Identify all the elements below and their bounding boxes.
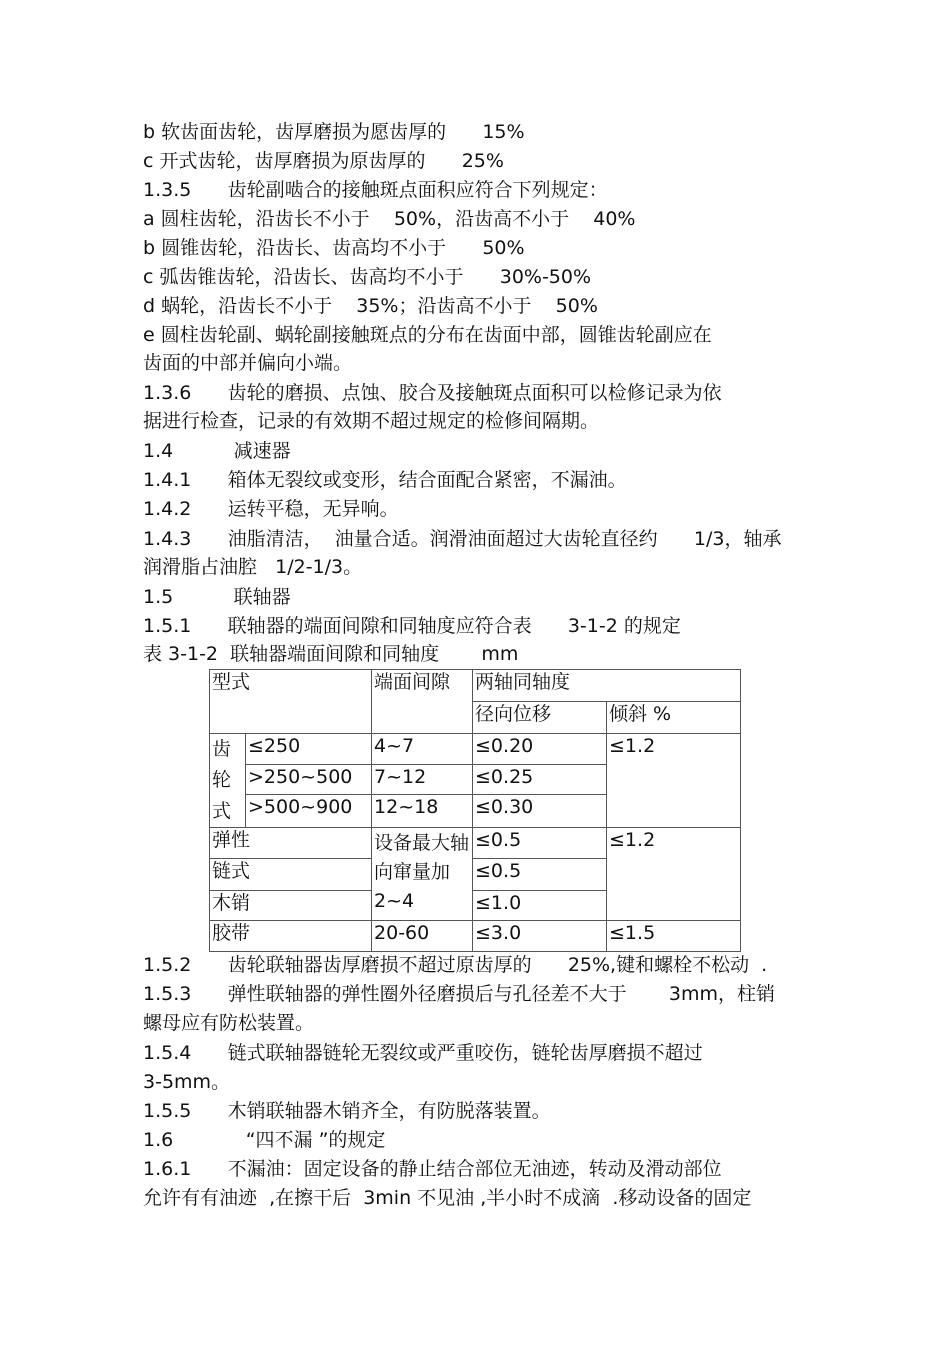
gear-gap-cell: 4~7	[372, 734, 473, 765]
section-heading: 1.4.2 运转平稳，无异响。	[143, 498, 399, 520]
coupling-table	[209, 669, 741, 952]
belt-type-cell: 胶带	[210, 921, 372, 952]
gear-size-cell: ≤250	[246, 734, 372, 765]
text-line: b 软齿面齿轮，齿厚磨损为愿齿厚的 15%	[143, 121, 525, 143]
gear-gap-cell: 12~18	[372, 795, 473, 828]
chain-type-cell: 链式	[210, 859, 372, 891]
section-heading: 1.5 联轴器	[143, 586, 291, 608]
section-heading: 1.4.1 箱体无裂纹或变形，结合面配合紧密，不漏油。	[143, 469, 627, 491]
gear-size-cell: >500~900	[246, 795, 372, 828]
section-heading: 1.6 “四不漏 ”的规定	[143, 1129, 386, 1151]
table-caption: 表 3-1-2 联轴器端面间隙和同轴度 mm	[143, 643, 519, 665]
elastic-type-cell: 弹性	[210, 828, 372, 859]
section-heading: 1.5.5 木销联轴器木销齐全，有防脱落装置。	[143, 1100, 551, 1122]
belt-radial-cell: ≤3.0	[473, 921, 607, 952]
section-heading: 1.4 减速器	[143, 440, 291, 462]
belt-gap-cell: 20-60	[372, 921, 473, 952]
header-radial-offset: 径向位移	[473, 702, 607, 734]
chain-radial-cell: ≤0.5	[473, 859, 607, 891]
section-heading: 1.5.3 弹性联轴器的弹性圈外径磨损后与孔径差不大于 3mm，柱销	[143, 983, 775, 1005]
header-type: 型式	[210, 670, 372, 734]
header-coaxiality: 两轴同轴度	[473, 670, 741, 702]
section-heading: 1.5.2 齿轮联轴器齿厚磨损不超过原齿厚的 25%,键和螺栓不松动 .	[143, 954, 768, 976]
text-line: a 圆柱齿轮，沿齿长不小于 50%，沿齿高不小于 40%	[143, 208, 636, 230]
text-line: 齿面的中部并偏向小端。	[143, 352, 353, 374]
text-line: c 弧齿锥齿轮，沿齿长、齿高均不小于 30%-50%	[143, 266, 592, 288]
text-line: c 开式齿轮，齿厚磨损为原齿厚的 25%	[143, 150, 504, 172]
header-tilt: 倾斜 %	[607, 702, 741, 734]
header-end-gap: 端面间隙	[372, 670, 473, 734]
gear-size-cell: >250~500	[246, 764, 372, 795]
section-heading: 1.6.1 不漏油：固定设备的静止结合部位无油迹，转动及滑动部位	[143, 1158, 722, 1180]
text-line: 3-5mm。	[143, 1071, 231, 1093]
section-heading: 1.5.4 链式联轴器链轮无裂纹或严重咬伤，链轮齿厚磨损不超过	[143, 1042, 703, 1064]
gear-tilt-cell: ≤1.2	[607, 734, 741, 828]
axial-play-cell: 设备最大轴向窜量加 2~4	[372, 828, 473, 921]
section-heading: 1.5.1 联轴器的端面间隙和同轴度应符合表 3-1-2 的规定	[143, 615, 681, 637]
gear-radial-cell: ≤0.30	[473, 795, 607, 828]
text-line: e 圆柱齿轮副、蜗轮副接触斑点的分布在齿面中部，圆锥齿轮副应在	[143, 324, 712, 346]
section-heading: 1.4.3 油脂清洁， 油量合适。润滑油面超过大齿轮直径约 1/3，轴承	[143, 528, 782, 550]
elastic-radial-cell: ≤0.5	[473, 828, 607, 859]
text-line: 润滑脂占油腔 1/2-1/3。	[143, 556, 363, 578]
gear-radial-cell: ≤0.25	[473, 764, 607, 795]
text-line: b 圆锥齿轮，沿齿长、齿高均不小于 50%	[143, 237, 525, 259]
section-heading: 1.3.6 齿轮的磨损、点蚀、胶合及接触斑点面积可以检修记录为依	[143, 382, 722, 404]
gear-gap-cell: 7~12	[372, 764, 473, 795]
gear-radial-cell: ≤0.20	[473, 734, 607, 765]
shared-tilt-cell: ≤1.2	[607, 828, 741, 921]
wood-pin-type-cell: 木销	[210, 891, 372, 921]
text-line: 允许有有油迹 ,在擦干后 3min 不见油 ,半小时不成滴 .移动设备的固定	[143, 1187, 752, 1209]
text-line: 据进行检查，记录的有效期不超过规定的检修间隔期。	[143, 410, 600, 432]
wood-pin-radial-cell: ≤1.0	[473, 891, 607, 921]
text-line: 螺母应有防松装置。	[143, 1012, 315, 1034]
text-line: d 蜗轮，沿齿长不小于 35%；沿齿高不小于 50%	[143, 295, 598, 317]
gear-type-label: 齿轮式	[210, 734, 246, 828]
belt-tilt-cell: ≤1.5	[607, 921, 741, 952]
section-heading: 1.3.5 齿轮副啮合的接触斑点面积应符合下列规定：	[143, 179, 608, 201]
